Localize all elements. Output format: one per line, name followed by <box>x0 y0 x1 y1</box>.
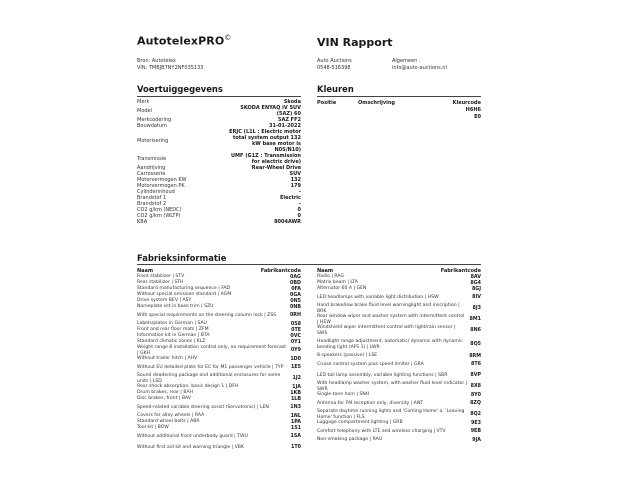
source-info <box>137 58 203 72</box>
factory-divider <box>137 264 481 265</box>
factory-item-name: Alternator 60 A | GEN <box>317 286 367 292</box>
factory-row <box>317 359 481 370</box>
factory-row <box>317 370 481 381</box>
vehicle-label: Motorisering <box>137 138 169 144</box>
vehicle-label: Aandrijving <box>137 165 166 171</box>
factory-item-name: Sound deadening package and additional enclosures for some units | LSD <box>137 372 281 384</box>
factory-item-name: Comfort telephony with LTE and wireless charging | VTV <box>317 428 446 434</box>
factory-item-name: Radio | RAG <box>317 274 345 280</box>
factory-col-code: Fabrikantcode <box>440 268 481 274</box>
factory-item-code: 8RM <box>469 353 481 359</box>
factory-col-name: Naam <box>137 268 154 274</box>
factory-row <box>317 437 481 443</box>
factory-col-name: Naam <box>317 268 334 274</box>
factory-item-name: Hand brake/low brake fluid level warninglight and inscription | BRK <box>317 302 460 314</box>
brand-logo <box>137 34 231 48</box>
colors-divider <box>317 96 481 97</box>
factory-item-code: 8VP <box>470 373 481 378</box>
factory-item-name: Windshield wiper intermittent control with light/rain sensor | SWS <box>317 324 456 336</box>
factory-item-code: 0AG <box>290 274 301 280</box>
factory-item-code: 0NB <box>289 304 301 310</box>
factory-item-name: Nameplate set in base trim | SZU <box>137 304 214 310</box>
factory-item-code: 0RH <box>289 313 301 318</box>
factory-item-name: Drum brakes, rear | BAH <box>137 390 194 396</box>
vehicle-labels <box>137 99 194 225</box>
factory-item-code: 0Y9 <box>290 348 301 353</box>
source-line: Bron: Autotelex <box>137 58 176 64</box>
factory-item-name: Rear window wiper and washer system with intermittent control | HEW <box>317 313 465 325</box>
factory-row <box>137 345 301 356</box>
factory-left-column <box>137 268 301 453</box>
dealer-phone: 0548-516398 <box>317 65 351 71</box>
factory-item-code: 1JA <box>292 384 301 390</box>
report-title: VIN Rapport <box>317 36 393 49</box>
factory-item-code: 8T6 <box>471 362 481 367</box>
factory-item-code: 0S8 <box>290 321 301 327</box>
factory-item-name: Without additional front underbody guard | TWU <box>137 433 248 439</box>
factory-item-code: 1S1 <box>290 425 301 431</box>
vehicle-label: Model <box>137 108 153 114</box>
color-code: H6H6 <box>465 107 481 113</box>
vehicle-label: Brandstof 1 <box>137 195 167 201</box>
vehicle-value: ERJC (L1L : Electric motor total system output 132 kW base motor is N0S/N10) <box>229 129 301 153</box>
factory-item-name: Matrix beam | LTA <box>317 280 358 286</box>
factory-item-code: 1E5 <box>291 365 301 370</box>
factory-item-code: 0Y1 <box>290 339 301 345</box>
factory-item-code: 8GJ <box>471 286 481 292</box>
factory-item-code: 0N5 <box>290 298 301 304</box>
factory-item-name: Antenna for FM reception only, diversity | ANT <box>317 400 424 406</box>
factory-item-name: Rear stabilizer | STH <box>137 280 184 286</box>
brand-name: AutotelexPRO <box>137 34 225 48</box>
factory-item-name: With headlamp washer system, with washer fluid level indicator | SWR <box>317 380 468 392</box>
factory-item-code: 9E3 <box>471 420 481 426</box>
factory-item-code: 9EB <box>470 429 481 434</box>
factory-item-code: 1NL <box>290 413 301 419</box>
factory-item-name: Without trailer hitch | AHV <box>137 356 198 362</box>
vehicle-value: SUV <box>289 171 301 177</box>
factory-item-name: Without special emission standard | AGM <box>137 292 232 298</box>
factory-item-code: 0VC <box>290 333 301 339</box>
factory-item-name: Standard manufacturing sequence | FAD <box>137 286 231 292</box>
factory-item-name: Single-tone horn | SNH <box>317 392 370 398</box>
factory-item-name: Labels/plates in German | SAU <box>137 321 207 327</box>
factory-item-name: Luggage compartment lighting | GRB <box>317 420 403 426</box>
factory-row <box>317 314 481 325</box>
vehicle-value: UMF (G1Z : Transmission for electric drive) <box>231 153 301 165</box>
colors-section-title: Kleuren <box>317 84 354 94</box>
factory-item-code: 8ZQ <box>470 401 481 406</box>
factory-item-name: Cruise control system plus speed limiter | GRA <box>317 361 424 367</box>
factory-item-code: 8Q2 <box>470 412 481 417</box>
factory-item-code: 8Q5 <box>470 342 481 347</box>
factory-item-name: 8 speakers (passive) | LSE <box>317 353 378 359</box>
factory-row <box>137 362 301 373</box>
factory-item-name: Without EU detailed plate for EC for M1 passenger vehicle | TYP <box>137 364 284 370</box>
factory-row <box>317 303 481 314</box>
vehicle-value: 132 <box>290 177 301 183</box>
vehicle-value: Rear-Wheel Drive <box>251 165 301 171</box>
factory-row <box>137 431 301 442</box>
factory-item-name: Weight range 8 installation control only, no requirement forecast | GKH <box>137 344 287 356</box>
vehicle-divider <box>137 96 301 97</box>
vehicle-value: 0 <box>297 207 301 213</box>
contact-info <box>392 58 447 72</box>
factory-item-code: 8G4 <box>470 280 481 286</box>
color-code: E0 <box>474 114 481 120</box>
factory-item-name: Non-smoking package | RAU <box>317 437 383 443</box>
factory-item-code: 8Y0 <box>470 392 481 398</box>
factory-item-name: Drive system BEV | ASY <box>137 298 192 304</box>
factory-item-code: 9JA <box>472 437 481 443</box>
vehicle-value: Skoda <box>283 99 301 105</box>
factory-item-code: 1N3 <box>290 405 301 410</box>
factory-row <box>317 336 481 353</box>
vehicle-label: CO2 g/km (NEDC) <box>137 207 182 213</box>
factory-item-name: Speed-related variable steering assist (Servotronic) | LEN <box>137 404 269 410</box>
dealer-info <box>317 58 352 72</box>
vehicle-value: 0 <box>297 213 301 219</box>
factory-col-code: Fabrikantcode <box>260 268 301 274</box>
factory-item-code: 0GA <box>290 292 301 298</box>
factory-right-column <box>317 268 481 443</box>
factory-item-code: 8IV <box>472 295 481 300</box>
factory-item-code: 1D0 <box>290 356 301 362</box>
factory-row <box>317 325 481 336</box>
factory-row <box>317 426 481 437</box>
factory-item-code: 1SA <box>290 434 301 439</box>
vin-line: VIN: TMBJB7NY2NF035133 <box>137 65 204 71</box>
factory-row <box>137 373 301 384</box>
factory-section-title: Fabrieksinformatie <box>137 253 227 263</box>
brand-copyright-mark: © <box>224 34 232 42</box>
vehicle-value: - <box>298 201 301 207</box>
factory-right-list <box>317 274 481 443</box>
factory-row <box>317 292 481 303</box>
contact-email[interactable]: info@auto-auctions.nl <box>392 65 447 71</box>
vehicle-value: 5AZ FF2 <box>277 117 301 123</box>
factory-item-name: LED headlamps with variable light distribution | HSW <box>317 294 439 300</box>
vehicle-label: Transmissie <box>137 156 167 162</box>
factory-item-code: 8AV <box>470 274 481 280</box>
factory-row <box>317 398 481 409</box>
vehicle-value: 8004AWR <box>274 219 301 225</box>
vehicle-label: Merkcodering <box>137 117 172 123</box>
factory-item-name: Rear shock absorption, basic design 1 | DFH <box>137 384 239 390</box>
factory-item-name: Tool kit | BOW <box>137 425 169 431</box>
factory-item-name: Disc brakes, front | BAV <box>137 396 191 402</box>
contact-name: Algemeen . <box>392 58 421 64</box>
factory-item-name: Front and rear floor mats | ZFM <box>137 327 209 333</box>
factory-row <box>317 381 481 392</box>
factory-left-list <box>137 274 301 453</box>
factory-item-code: 1J2 <box>292 376 301 381</box>
factory-item-code: 8X8 <box>470 384 481 389</box>
factory-item-name: Standard wheel bolts | ABR <box>137 419 200 425</box>
vehicle-label: Carrosserie <box>137 171 166 177</box>
factory-item-name: Front stabilizer | STV <box>137 274 185 280</box>
vehicle-label: Cylinderinhoud <box>137 189 175 195</box>
vehicle-label: Motorvermogen PK <box>137 183 185 189</box>
dealer-name: Auto Auctions <box>317 58 352 64</box>
factory-item-name: Separate daytime running lights and 'Coming Home' a. 'Leaving Home' function | FLS <box>317 408 465 420</box>
colors-col-code: Kleurcode <box>452 100 481 106</box>
factory-item-code: 8N6 <box>470 328 481 333</box>
factory-item-code: 0BD <box>290 280 301 286</box>
factory-item-name: Without first aid kit and warning triangle | VBK <box>137 444 244 450</box>
factory-row <box>137 442 301 453</box>
vehicle-value: Electric <box>279 195 301 201</box>
vehicle-value: SKODA ENYAQ iV SUV (5AZ) 60 <box>240 105 301 117</box>
factory-row <box>137 402 301 413</box>
factory-item-name: Standard climatic zones | KLZ <box>137 339 206 345</box>
vehicle-value: - <box>298 189 301 195</box>
factory-item-name: Covers for alloy wheels | RAA <box>137 413 205 419</box>
vehicle-value: 31-01-2022 <box>269 123 301 129</box>
factory-item-code: 1KB <box>290 390 301 396</box>
factory-item-name: LED tail lamp assembly, variable lighting functions | SBR <box>317 372 448 378</box>
factory-item-name: With special requirements on the steering column lock | ZSS <box>137 312 277 318</box>
factory-item-code: 1PA <box>290 419 301 425</box>
factory-row <box>317 409 481 420</box>
factory-item-code: 1T0 <box>291 445 301 450</box>
colors-col-description: Omschrijving <box>358 100 395 106</box>
vehicle-label: KBA <box>137 219 148 225</box>
vehicle-label: Brandstof 2 <box>137 201 167 207</box>
factory-item-code: 0TE <box>291 327 301 333</box>
vehicle-label: Merk <box>137 99 150 105</box>
factory-item-name: Headlight range adjustment, automatic/ dynamic with dynamic bending light (AFS 1) | LWR <box>317 338 463 350</box>
vehicle-values <box>229 99 301 225</box>
vehicle-value: 179 <box>290 183 301 189</box>
vehicle-label: Bouwdatum <box>137 123 167 129</box>
vehicle-label: Motorvermogen KW <box>137 177 187 183</box>
colors-col-position: Positie <box>317 100 337 106</box>
factory-item-code: 8M1 <box>469 317 481 322</box>
factory-item-code: 8J3 <box>472 306 481 311</box>
factory-item-code: 0FA <box>291 286 301 292</box>
factory-item-code: 1LB <box>290 396 301 402</box>
vehicle-label: CO2 g/km (WLTP) <box>137 213 181 219</box>
factory-item-name: Information kit in German | BTA <box>137 333 210 339</box>
factory-row <box>137 310 301 321</box>
vehicle-section-title: Voertuiggegevens <box>137 84 223 94</box>
